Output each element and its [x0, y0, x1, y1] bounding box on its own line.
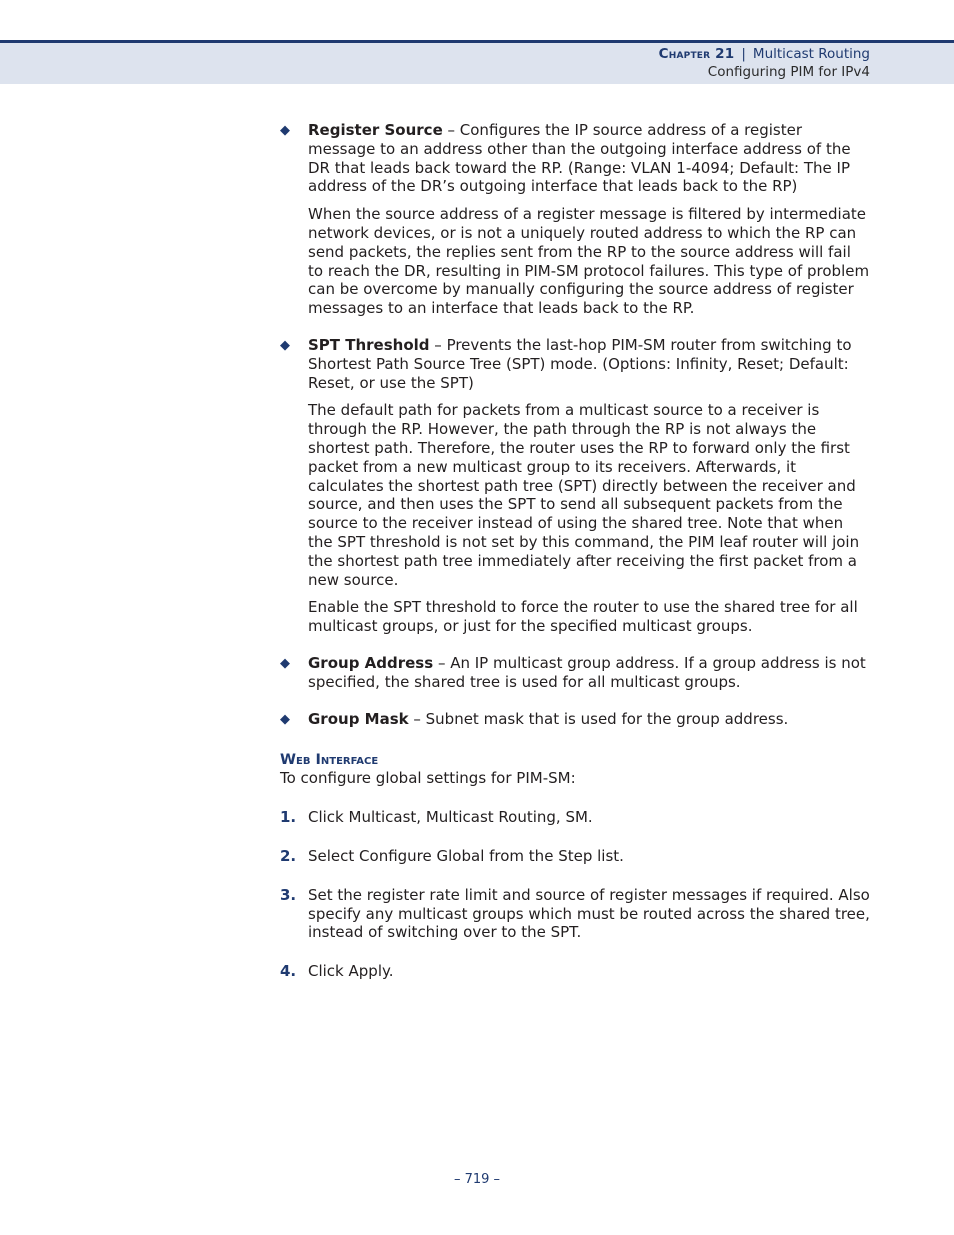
list-item-register-source [280, 121, 870, 318]
item-term: SPT Threshold [308, 335, 430, 354]
list-item-group-mask [280, 710, 870, 729]
step-text: Click Multicast, Multicast Routing, SM. [308, 808, 593, 827]
web-interface-intro: To configure global settings for PIM-SM: [280, 769, 576, 788]
step-number: 4. [280, 962, 297, 981]
header-chapter-line [659, 45, 870, 63]
item-term: Register Source [308, 121, 443, 139]
diamond-bullet-icon: ◆ [280, 337, 290, 353]
chapter-title: Multicast Routing [752, 46, 870, 62]
item-paragraph: When the source address of a register message is filtered by intermediate network devices, or is not a uniquely routed address to which the RP can send packets, the replies sent from the RP to the source address will fail to reach the DR, resulting in PIM-SM protocol failures. This type of problem can be overcome by manually configuring the source address of register messages to an interface that leads back to the RP. [308, 205, 870, 318]
item-paragraph: The default path for packets from a multicast source to a receiver is through the RP. However, the path through the RP is not always the shortest path. Therefore, the router uses the RP to forward only the first packet from a new multicast group to its receivers. Afterwards, it calculates the shortest path tree (SPT) directly between the receiver and source, and then uses the SPT to send all subsequent packets from the source to the receiver instead of using the shared tree. Note that when the SPT threshold is not set by this command, the PIM leaf router will join the shortest path tree immediately after receiving the first packet from a new source. [308, 401, 860, 589]
web-interface-heading: Web Interface [280, 752, 379, 769]
step-item [280, 808, 870, 827]
header-separator: | [741, 46, 746, 62]
step-number: 1. [280, 808, 297, 827]
item-definition [308, 336, 870, 392]
step-number: 2. [280, 846, 297, 865]
item-description: – Prevents the last-hop PIM-SM router from switching to Shortest Path Source Tree (SPT) mode. (Options: Infinity, Reset; Default: Reset, or use the SPT) [308, 335, 852, 392]
page-number: – 719 – [453, 1172, 501, 1187]
step-item [280, 962, 870, 981]
step-text: Select Configure Global from the Step list. [308, 846, 624, 865]
running-header [659, 45, 870, 81]
item-term: Group Mask [308, 709, 409, 728]
diamond-bullet-icon: ◆ [280, 711, 290, 727]
step-item [280, 886, 870, 942]
step-text: Set the register rate limit and source of register messages if required. Also specify any multicast groups which must be routed across the shared tree, instead of switching over to the SPT. [308, 885, 870, 942]
diamond-bullet-icon: ◆ [280, 123, 290, 138]
diamond-bullet-icon: ◆ [280, 655, 290, 671]
item-term: Group Address [308, 653, 434, 672]
step-number: 3. [280, 885, 297, 904]
step-item [280, 847, 870, 866]
item-definition [308, 654, 870, 692]
item-paragraph: Enable the SPT threshold to force the router to use the shared tree for all multicast groups, or just for the specified multicast groups. [308, 598, 858, 636]
item-description: – An IP multicast group address. If a group address is not specified, the shared tree is used for all multicast groups. [308, 653, 866, 691]
section-title: Configuring PIM for IPv4 [707, 64, 870, 80]
item-definition [308, 121, 870, 196]
list-item-group-address [280, 654, 870, 692]
page-content [280, 121, 870, 981]
item-description: – Configures the IP source address of a register message to an address other than the outgoing interface address of the DR that leads back toward the RP. (Range: VLAN 1-4094; Default: The IP address of the DR’s outgoing interface that leads back to the RP) [308, 121, 851, 196]
list-item-spt-threshold [280, 336, 870, 636]
chapter-label: Chapter 21 [658, 46, 735, 62]
item-description: – Subnet mask that is used for the group address. [408, 709, 789, 728]
item-definition [308, 710, 870, 729]
step-text: Click Apply. [308, 962, 394, 981]
